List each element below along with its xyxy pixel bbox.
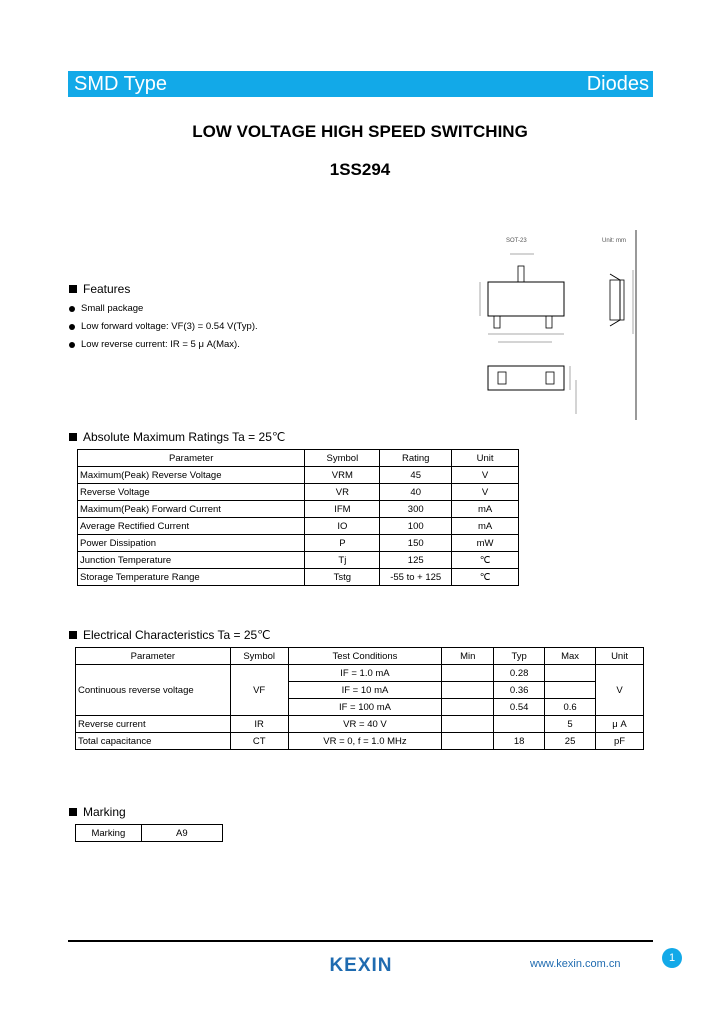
table-row	[78, 467, 519, 484]
table-header-row	[78, 450, 519, 467]
unit-cell: V	[596, 665, 644, 716]
min-cell	[442, 733, 494, 750]
min-cell	[442, 699, 494, 716]
package-label: SOT-23	[506, 238, 527, 244]
min-cell	[442, 665, 494, 682]
unit-cell: ℃	[452, 552, 519, 569]
parameter-cell: Junction Temperature	[78, 552, 305, 569]
unit-cell: mA	[452, 501, 519, 518]
parameter-cell: Average Rectified Current	[78, 518, 305, 535]
symbol-cell: IFM	[305, 501, 380, 518]
package-outline-drawing	[470, 230, 642, 420]
table-row	[76, 665, 644, 682]
unit-cell: V	[452, 467, 519, 484]
table-row	[78, 501, 519, 518]
bullet-icon	[69, 306, 75, 312]
unit-cell: mA	[452, 518, 519, 535]
parameter-cell: Total capacitance	[76, 733, 231, 750]
feature-item: Low forward voltage: VF(3) = 0.54 V(Typ).	[69, 321, 258, 332]
category-label: SMD Type	[74, 73, 167, 95]
parameter-cell: Power Dissipation	[78, 535, 305, 552]
header-cell: Symbol	[230, 648, 288, 665]
rating-cell: 45	[380, 467, 452, 484]
kexin-logo	[320, 953, 402, 975]
square-bullet-icon	[69, 433, 77, 441]
square-bullet-icon	[69, 285, 77, 293]
parameter-cell: Maximum(Peak) Reverse Voltage	[78, 467, 305, 484]
unit-cell: mW	[452, 535, 519, 552]
condition-cell: IF = 100 mA	[288, 699, 442, 716]
type-label: Diodes	[586, 73, 649, 95]
unit-cell: μ A	[596, 716, 644, 733]
table-row	[76, 825, 223, 842]
unit-cell: V	[452, 484, 519, 501]
part-number: 1SS294	[329, 160, 391, 179]
max-cell	[545, 665, 596, 682]
typ-cell: 18	[494, 733, 545, 750]
unit-cell: pF	[596, 733, 644, 750]
table-row	[78, 569, 519, 586]
table-row	[78, 518, 519, 535]
bullet-icon	[69, 324, 75, 330]
symbol-cell: Tstg	[305, 569, 380, 586]
symbol-cell: P	[305, 535, 380, 552]
table-row	[76, 716, 644, 733]
header-bar	[68, 71, 653, 97]
header-cell: Min	[442, 648, 494, 665]
symbol-cell: VR	[305, 484, 380, 501]
square-bullet-icon	[69, 808, 77, 816]
footer-divider	[68, 940, 653, 942]
typ-cell: 0.36	[494, 682, 545, 699]
parameter-cell: Continuous reverse voltage	[76, 665, 231, 716]
rating-cell: 300	[380, 501, 452, 518]
symbol-cell: Tj	[305, 552, 380, 569]
marking-table	[75, 824, 223, 842]
condition-cell: IF = 10 mA	[288, 682, 442, 699]
header-cell: Symbol	[305, 450, 380, 467]
header-cell: Parameter	[76, 648, 231, 665]
parameter-cell: Maximum(Peak) Forward Current	[78, 501, 305, 518]
table-header-row	[76, 648, 644, 665]
max-cell	[545, 682, 596, 699]
parameter-cell: Storage Temperature Range	[78, 569, 305, 586]
header-cell: Typ	[494, 648, 545, 665]
min-cell	[442, 682, 494, 699]
website-link[interactable]: www.kexin.com.cn	[530, 958, 621, 970]
symbol-cell: VRM	[305, 467, 380, 484]
rating-cell: 40	[380, 484, 452, 501]
symbol-cell: VF	[230, 665, 288, 716]
symbol-cell: CT	[230, 733, 288, 750]
square-bullet-icon	[69, 631, 77, 639]
max-cell: 5	[545, 716, 596, 733]
marking-value-cell: A9	[141, 825, 222, 842]
electrical-table	[75, 647, 644, 750]
abs-max-table	[77, 449, 519, 586]
rating-cell: 125	[380, 552, 452, 569]
typ-cell: 0.28	[494, 665, 545, 682]
typ-cell	[494, 716, 545, 733]
symbol-cell: IO	[305, 518, 380, 535]
unit-cell: ℃	[452, 569, 519, 586]
condition-cell: IF = 1.0 mA	[288, 665, 442, 682]
document-title: LOW VOLTAGE HIGH SPEED SWITCHING	[192, 122, 528, 141]
typ-cell: 0.54	[494, 699, 545, 716]
max-cell: 25	[545, 733, 596, 750]
marking-heading: Marking	[69, 805, 126, 819]
parameter-cell: Reverse Voltage	[78, 484, 305, 501]
unit-label: Unit: mm	[602, 238, 626, 244]
table-row	[78, 484, 519, 501]
bullet-icon	[69, 342, 75, 348]
table-row	[76, 733, 644, 750]
page-number-badge: 1	[662, 948, 682, 968]
header-cell: Max	[545, 648, 596, 665]
parameter-cell: Reverse current	[76, 716, 231, 733]
rating-cell: 100	[380, 518, 452, 535]
header-cell: Test Conditions	[288, 648, 442, 665]
header-cell: Parameter	[78, 450, 305, 467]
condition-cell: VR = 0, f = 1.0 MHz	[288, 733, 442, 750]
feature-item: Low reverse current: IR = 5 μ A(Max).	[69, 339, 240, 350]
logo-text: KEXIN	[329, 955, 393, 975]
feature-item: Small package	[69, 303, 143, 314]
features-heading: Features	[69, 282, 130, 296]
header-cell: Unit	[596, 648, 644, 665]
table-row	[78, 552, 519, 569]
marking-label-cell: Marking	[76, 825, 142, 842]
min-cell	[442, 716, 494, 733]
header-cell: Rating	[380, 450, 452, 467]
symbol-cell: IR	[230, 716, 288, 733]
table-row	[78, 535, 519, 552]
max-cell: 0.6	[545, 699, 596, 716]
rating-cell: -55 to + 125	[380, 569, 452, 586]
header-cell: Unit	[452, 450, 519, 467]
rating-cell: 150	[380, 535, 452, 552]
electrical-heading: Electrical Characteristics Ta = 25℃	[69, 628, 271, 642]
abs-max-heading: Absolute Maximum Ratings Ta = 25℃	[69, 430, 285, 444]
condition-cell: VR = 40 V	[288, 716, 442, 733]
